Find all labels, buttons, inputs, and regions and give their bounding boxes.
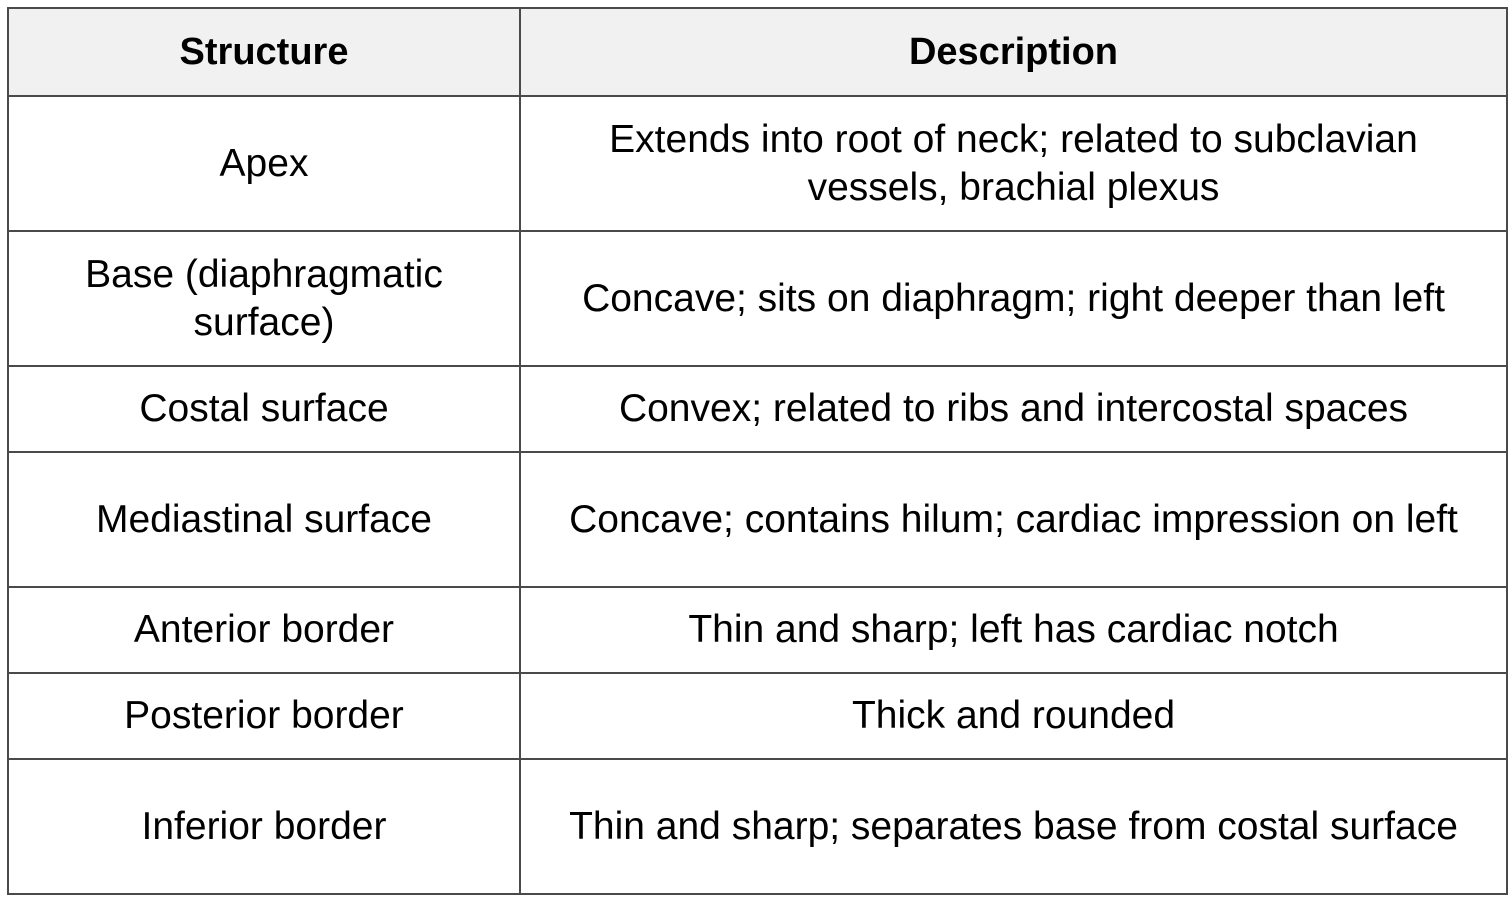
- description-cell: Thin and sharp; left has cardiac notch: [520, 587, 1507, 673]
- header-description: Description: [520, 8, 1507, 96]
- structure-cell: Mediastinal surface: [8, 452, 520, 587]
- table-row: [8, 96, 1507, 231]
- structure-cell: Base (diaphragmatic surface): [8, 231, 520, 366]
- table-row: [8, 452, 1507, 587]
- table-row: [8, 231, 1507, 366]
- header-row: [8, 8, 1507, 96]
- table-row: [8, 587, 1507, 673]
- description-cell: Extends into root of neck; related to subclavian vessels, brachial plexus: [520, 96, 1507, 231]
- structure-cell: Anterior border: [8, 587, 520, 673]
- description-cell: Thick and rounded: [520, 673, 1507, 759]
- structure-cell: Apex: [8, 96, 520, 231]
- table-row: [8, 366, 1507, 452]
- description-cell: Concave; contains hilum; cardiac impression on left: [520, 452, 1507, 587]
- description-cell: Convex; related to ribs and intercostal spaces: [520, 366, 1507, 452]
- structure-cell: Posterior border: [8, 673, 520, 759]
- structure-cell: Costal surface: [8, 366, 520, 452]
- table-row: [8, 759, 1507, 894]
- structure-cell: Inferior border: [8, 759, 520, 894]
- table-row: [8, 673, 1507, 759]
- lung-structure-table: [7, 7, 1508, 895]
- header-structure: Structure: [8, 8, 520, 96]
- description-cell: Thin and sharp; separates base from costal surface: [520, 759, 1507, 894]
- description-cell: Concave; sits on diaphragm; right deeper than left: [520, 231, 1507, 366]
